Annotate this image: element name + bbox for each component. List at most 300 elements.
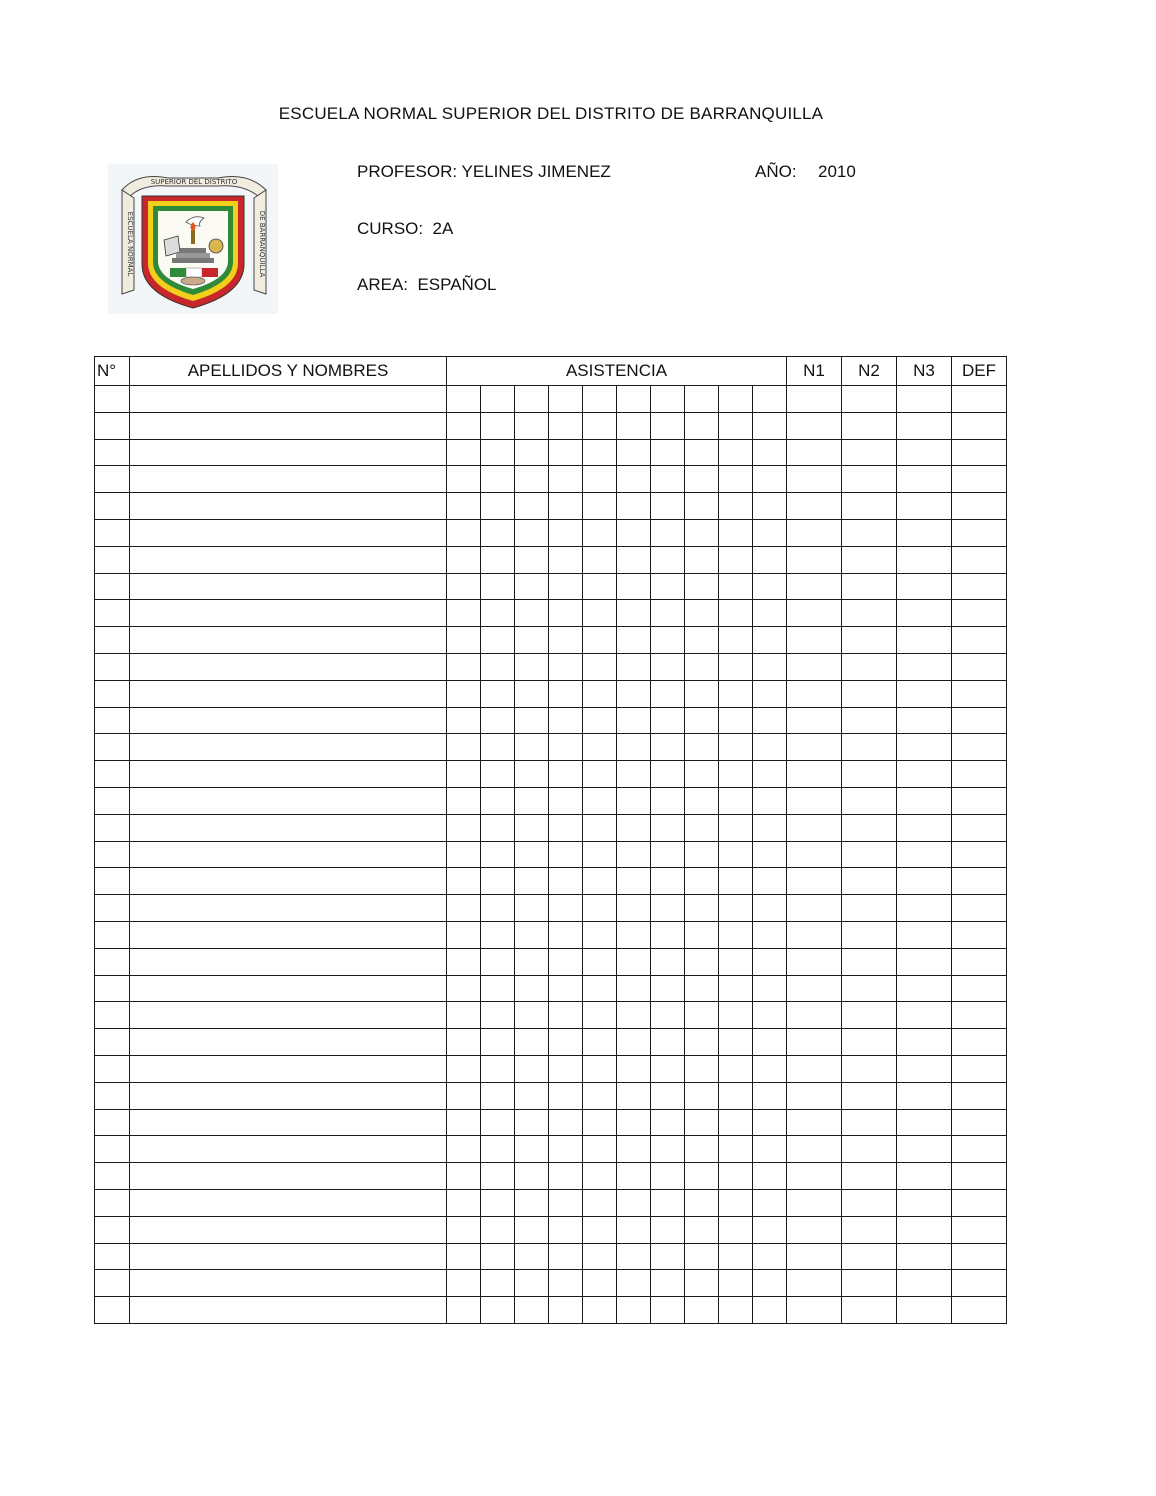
attendance-cell[interactable] <box>617 1082 651 1109</box>
n2-cell[interactable] <box>842 1270 897 1297</box>
number-cell[interactable] <box>95 948 130 975</box>
attendance-cell[interactable] <box>515 546 549 573</box>
attendance-cell[interactable] <box>719 895 753 922</box>
attendance-cell[interactable] <box>447 975 481 1002</box>
attendance-cell[interactable] <box>719 948 753 975</box>
n3-cell[interactable] <box>897 439 952 466</box>
attendance-cell[interactable] <box>515 600 549 627</box>
attendance-cell[interactable] <box>753 707 787 734</box>
attendance-cell[interactable] <box>549 1109 583 1136</box>
attendance-cell[interactable] <box>651 519 685 546</box>
n1-cell[interactable] <box>787 1002 842 1029</box>
attendance-cell[interactable] <box>549 1216 583 1243</box>
attendance-cell[interactable] <box>447 493 481 520</box>
n2-cell[interactable] <box>842 1055 897 1082</box>
attendance-cell[interactable] <box>515 1136 549 1163</box>
attendance-cell[interactable] <box>481 841 515 868</box>
attendance-cell[interactable] <box>651 1029 685 1056</box>
n3-cell[interactable] <box>897 1136 952 1163</box>
attendance-cell[interactable] <box>617 386 651 413</box>
attendance-cell[interactable] <box>753 1216 787 1243</box>
attendance-cell[interactable] <box>719 627 753 654</box>
attendance-cell[interactable] <box>515 680 549 707</box>
attendance-cell[interactable] <box>447 948 481 975</box>
attendance-cell[interactable] <box>753 814 787 841</box>
number-cell[interactable] <box>95 1270 130 1297</box>
final-grade-cell[interactable] <box>952 734 1007 761</box>
attendance-cell[interactable] <box>549 1002 583 1029</box>
attendance-cell[interactable] <box>719 1243 753 1270</box>
attendance-cell[interactable] <box>685 680 719 707</box>
n1-cell[interactable] <box>787 761 842 788</box>
attendance-cell[interactable] <box>719 546 753 573</box>
attendance-cell[interactable] <box>719 1109 753 1136</box>
attendance-cell[interactable] <box>617 814 651 841</box>
final-grade-cell[interactable] <box>952 787 1007 814</box>
n3-cell[interactable] <box>897 921 952 948</box>
attendance-cell[interactable] <box>549 600 583 627</box>
n2-cell[interactable] <box>842 1002 897 1029</box>
attendance-cell[interactable] <box>447 1216 481 1243</box>
attendance-cell[interactable] <box>549 466 583 493</box>
attendance-cell[interactable] <box>583 546 617 573</box>
attendance-cell[interactable] <box>685 600 719 627</box>
n2-cell[interactable] <box>842 814 897 841</box>
attendance-cell[interactable] <box>685 627 719 654</box>
n3-cell[interactable] <box>897 814 952 841</box>
attendance-cell[interactable] <box>719 975 753 1002</box>
number-cell[interactable] <box>95 895 130 922</box>
attendance-cell[interactable] <box>583 948 617 975</box>
name-cell[interactable] <box>130 1029 447 1056</box>
attendance-cell[interactable] <box>651 1136 685 1163</box>
attendance-cell[interactable] <box>583 600 617 627</box>
attendance-cell[interactable] <box>481 519 515 546</box>
attendance-cell[interactable] <box>719 653 753 680</box>
attendance-cell[interactable] <box>583 1082 617 1109</box>
n3-cell[interactable] <box>897 1109 952 1136</box>
attendance-cell[interactable] <box>617 1136 651 1163</box>
final-grade-cell[interactable] <box>952 948 1007 975</box>
n2-cell[interactable] <box>842 895 897 922</box>
n2-cell[interactable] <box>842 1297 897 1324</box>
attendance-cell[interactable] <box>515 439 549 466</box>
n3-cell[interactable] <box>897 868 952 895</box>
name-cell[interactable] <box>130 1109 447 1136</box>
attendance-cell[interactable] <box>651 948 685 975</box>
attendance-cell[interactable] <box>583 1002 617 1029</box>
number-cell[interactable] <box>95 627 130 654</box>
attendance-cell[interactable] <box>753 493 787 520</box>
attendance-cell[interactable] <box>549 546 583 573</box>
number-cell[interactable] <box>95 975 130 1002</box>
attendance-cell[interactable] <box>481 493 515 520</box>
attendance-cell[interactable] <box>685 841 719 868</box>
attendance-cell[interactable] <box>719 386 753 413</box>
number-cell[interactable] <box>95 787 130 814</box>
n1-cell[interactable] <box>787 921 842 948</box>
attendance-cell[interactable] <box>447 412 481 439</box>
n3-cell[interactable] <box>897 948 952 975</box>
attendance-cell[interactable] <box>447 1109 481 1136</box>
attendance-cell[interactable] <box>719 412 753 439</box>
attendance-cell[interactable] <box>617 546 651 573</box>
attendance-cell[interactable] <box>583 814 617 841</box>
attendance-cell[interactable] <box>685 493 719 520</box>
n1-cell[interactable] <box>787 868 842 895</box>
final-grade-cell[interactable] <box>952 600 1007 627</box>
attendance-cell[interactable] <box>651 1055 685 1082</box>
attendance-cell[interactable] <box>549 787 583 814</box>
n2-cell[interactable] <box>842 841 897 868</box>
attendance-cell[interactable] <box>617 948 651 975</box>
attendance-cell[interactable] <box>719 1055 753 1082</box>
number-cell[interactable] <box>95 680 130 707</box>
attendance-cell[interactable] <box>549 868 583 895</box>
attendance-cell[interactable] <box>719 921 753 948</box>
n2-cell[interactable] <box>842 493 897 520</box>
attendance-cell[interactable] <box>617 1109 651 1136</box>
attendance-cell[interactable] <box>651 787 685 814</box>
attendance-cell[interactable] <box>515 948 549 975</box>
attendance-cell[interactable] <box>515 1109 549 1136</box>
attendance-cell[interactable] <box>515 1163 549 1190</box>
n3-cell[interactable] <box>897 1163 952 1190</box>
n2-cell[interactable] <box>842 1189 897 1216</box>
attendance-cell[interactable] <box>583 1216 617 1243</box>
attendance-cell[interactable] <box>685 787 719 814</box>
attendance-cell[interactable] <box>515 1243 549 1270</box>
attendance-cell[interactable] <box>583 1189 617 1216</box>
n3-cell[interactable] <box>897 653 952 680</box>
name-cell[interactable] <box>130 653 447 680</box>
attendance-cell[interactable] <box>481 948 515 975</box>
attendance-cell[interactable] <box>719 734 753 761</box>
final-grade-cell[interactable] <box>952 466 1007 493</box>
name-cell[interactable] <box>130 493 447 520</box>
attendance-cell[interactable] <box>719 1270 753 1297</box>
attendance-cell[interactable] <box>719 493 753 520</box>
attendance-cell[interactable] <box>719 1163 753 1190</box>
final-grade-cell[interactable] <box>952 519 1007 546</box>
attendance-cell[interactable] <box>515 895 549 922</box>
attendance-cell[interactable] <box>583 975 617 1002</box>
name-cell[interactable] <box>130 707 447 734</box>
attendance-cell[interactable] <box>685 921 719 948</box>
attendance-cell[interactable] <box>447 439 481 466</box>
final-grade-cell[interactable] <box>952 975 1007 1002</box>
attendance-cell[interactable] <box>753 386 787 413</box>
n2-cell[interactable] <box>842 1029 897 1056</box>
n3-cell[interactable] <box>897 627 952 654</box>
attendance-cell[interactable] <box>549 1055 583 1082</box>
attendance-cell[interactable] <box>481 761 515 788</box>
attendance-cell[interactable] <box>515 787 549 814</box>
attendance-cell[interactable] <box>651 1109 685 1136</box>
attendance-cell[interactable] <box>481 975 515 1002</box>
attendance-cell[interactable] <box>515 1189 549 1216</box>
n3-cell[interactable] <box>897 386 952 413</box>
number-cell[interactable] <box>95 921 130 948</box>
attendance-cell[interactable] <box>719 439 753 466</box>
attendance-cell[interactable] <box>651 814 685 841</box>
attendance-cell[interactable] <box>651 627 685 654</box>
attendance-cell[interactable] <box>447 1002 481 1029</box>
attendance-cell[interactable] <box>549 1270 583 1297</box>
attendance-cell[interactable] <box>447 386 481 413</box>
attendance-cell[interactable] <box>583 1297 617 1324</box>
n1-cell[interactable] <box>787 1136 842 1163</box>
attendance-cell[interactable] <box>719 1189 753 1216</box>
attendance-cell[interactable] <box>583 1163 617 1190</box>
attendance-cell[interactable] <box>481 1002 515 1029</box>
attendance-cell[interactable] <box>481 1189 515 1216</box>
final-grade-cell[interactable] <box>952 761 1007 788</box>
n2-cell[interactable] <box>842 1216 897 1243</box>
attendance-cell[interactable] <box>617 1029 651 1056</box>
final-grade-cell[interactable] <box>952 1243 1007 1270</box>
name-cell[interactable] <box>130 1055 447 1082</box>
n3-cell[interactable] <box>897 680 952 707</box>
number-cell[interactable] <box>95 1243 130 1270</box>
attendance-cell[interactable] <box>651 1082 685 1109</box>
attendance-cell[interactable] <box>583 680 617 707</box>
attendance-cell[interactable] <box>617 734 651 761</box>
attendance-cell[interactable] <box>515 975 549 1002</box>
attendance-cell[interactable] <box>447 680 481 707</box>
attendance-cell[interactable] <box>685 1189 719 1216</box>
n1-cell[interactable] <box>787 412 842 439</box>
attendance-cell[interactable] <box>685 1055 719 1082</box>
name-cell[interactable] <box>130 1216 447 1243</box>
attendance-cell[interactable] <box>753 439 787 466</box>
attendance-cell[interactable] <box>651 1189 685 1216</box>
attendance-cell[interactable] <box>583 868 617 895</box>
name-cell[interactable] <box>130 1270 447 1297</box>
n1-cell[interactable] <box>787 1109 842 1136</box>
number-cell[interactable] <box>95 386 130 413</box>
n3-cell[interactable] <box>897 600 952 627</box>
attendance-cell[interactable] <box>549 1243 583 1270</box>
attendance-cell[interactable] <box>447 1189 481 1216</box>
attendance-cell[interactable] <box>651 1270 685 1297</box>
attendance-cell[interactable] <box>481 868 515 895</box>
final-grade-cell[interactable] <box>952 439 1007 466</box>
final-grade-cell[interactable] <box>952 1163 1007 1190</box>
n1-cell[interactable] <box>787 1243 842 1270</box>
attendance-cell[interactable] <box>583 466 617 493</box>
final-grade-cell[interactable] <box>952 1055 1007 1082</box>
name-cell[interactable] <box>130 841 447 868</box>
attendance-cell[interactable] <box>651 841 685 868</box>
attendance-cell[interactable] <box>719 1136 753 1163</box>
attendance-cell[interactable] <box>753 841 787 868</box>
n1-cell[interactable] <box>787 493 842 520</box>
attendance-cell[interactable] <box>753 734 787 761</box>
n1-cell[interactable] <box>787 573 842 600</box>
attendance-cell[interactable] <box>651 1163 685 1190</box>
n2-cell[interactable] <box>842 975 897 1002</box>
attendance-cell[interactable] <box>651 1216 685 1243</box>
attendance-cell[interactable] <box>549 439 583 466</box>
attendance-cell[interactable] <box>447 1136 481 1163</box>
attendance-cell[interactable] <box>651 1297 685 1324</box>
attendance-cell[interactable] <box>685 761 719 788</box>
attendance-cell[interactable] <box>583 1029 617 1056</box>
n2-cell[interactable] <box>842 761 897 788</box>
attendance-cell[interactable] <box>719 761 753 788</box>
attendance-cell[interactable] <box>481 386 515 413</box>
attendance-cell[interactable] <box>685 1216 719 1243</box>
attendance-cell[interactable] <box>515 1055 549 1082</box>
attendance-cell[interactable] <box>617 466 651 493</box>
attendance-cell[interactable] <box>685 1270 719 1297</box>
n2-cell[interactable] <box>842 921 897 948</box>
attendance-cell[interactable] <box>753 653 787 680</box>
attendance-cell[interactable] <box>447 1055 481 1082</box>
n3-cell[interactable] <box>897 734 952 761</box>
attendance-cell[interactable] <box>549 921 583 948</box>
attendance-cell[interactable] <box>481 653 515 680</box>
n1-cell[interactable] <box>787 439 842 466</box>
n1-cell[interactable] <box>787 948 842 975</box>
attendance-cell[interactable] <box>481 1216 515 1243</box>
final-grade-cell[interactable] <box>952 1216 1007 1243</box>
attendance-cell[interactable] <box>549 627 583 654</box>
attendance-cell[interactable] <box>651 868 685 895</box>
attendance-cell[interactable] <box>719 1002 753 1029</box>
number-cell[interactable] <box>95 868 130 895</box>
attendance-cell[interactable] <box>583 761 617 788</box>
attendance-cell[interactable] <box>515 627 549 654</box>
name-cell[interactable] <box>130 921 447 948</box>
attendance-cell[interactable] <box>515 386 549 413</box>
attendance-cell[interactable] <box>515 412 549 439</box>
attendance-cell[interactable] <box>515 1297 549 1324</box>
attendance-cell[interactable] <box>481 814 515 841</box>
attendance-cell[interactable] <box>753 1082 787 1109</box>
n1-cell[interactable] <box>787 1055 842 1082</box>
number-cell[interactable] <box>95 493 130 520</box>
attendance-cell[interactable] <box>549 841 583 868</box>
attendance-cell[interactable] <box>651 412 685 439</box>
n2-cell[interactable] <box>842 948 897 975</box>
attendance-cell[interactable] <box>481 546 515 573</box>
final-grade-cell[interactable] <box>952 841 1007 868</box>
attendance-cell[interactable] <box>753 546 787 573</box>
name-cell[interactable] <box>130 734 447 761</box>
attendance-cell[interactable] <box>753 600 787 627</box>
number-cell[interactable] <box>95 1189 130 1216</box>
attendance-cell[interactable] <box>651 466 685 493</box>
attendance-cell[interactable] <box>753 1029 787 1056</box>
n3-cell[interactable] <box>897 519 952 546</box>
attendance-cell[interactable] <box>583 627 617 654</box>
n1-cell[interactable] <box>787 895 842 922</box>
attendance-cell[interactable] <box>481 1297 515 1324</box>
attendance-cell[interactable] <box>549 412 583 439</box>
attendance-cell[interactable] <box>481 787 515 814</box>
attendance-cell[interactable] <box>481 1136 515 1163</box>
n3-cell[interactable] <box>897 466 952 493</box>
attendance-cell[interactable] <box>685 466 719 493</box>
name-cell[interactable] <box>130 1082 447 1109</box>
attendance-cell[interactable] <box>583 412 617 439</box>
n3-cell[interactable] <box>897 1216 952 1243</box>
attendance-cell[interactable] <box>549 1029 583 1056</box>
final-grade-cell[interactable] <box>952 546 1007 573</box>
attendance-cell[interactable] <box>753 948 787 975</box>
attendance-cell[interactable] <box>685 1163 719 1190</box>
attendance-cell[interactable] <box>447 519 481 546</box>
attendance-cell[interactable] <box>651 573 685 600</box>
number-cell[interactable] <box>95 1109 130 1136</box>
n2-cell[interactable] <box>842 787 897 814</box>
attendance-cell[interactable] <box>753 1109 787 1136</box>
n2-cell[interactable] <box>842 707 897 734</box>
attendance-cell[interactable] <box>651 975 685 1002</box>
n3-cell[interactable] <box>897 1189 952 1216</box>
name-cell[interactable] <box>130 386 447 413</box>
attendance-cell[interactable] <box>447 546 481 573</box>
n2-cell[interactable] <box>842 1163 897 1190</box>
attendance-cell[interactable] <box>651 386 685 413</box>
attendance-cell[interactable] <box>651 653 685 680</box>
attendance-cell[interactable] <box>583 1055 617 1082</box>
n1-cell[interactable] <box>787 814 842 841</box>
n1-cell[interactable] <box>787 1270 842 1297</box>
attendance-cell[interactable] <box>719 600 753 627</box>
attendance-cell[interactable] <box>515 573 549 600</box>
attendance-cell[interactable] <box>685 386 719 413</box>
attendance-cell[interactable] <box>481 627 515 654</box>
attendance-cell[interactable] <box>549 814 583 841</box>
attendance-cell[interactable] <box>685 546 719 573</box>
number-cell[interactable] <box>95 1082 130 1109</box>
n1-cell[interactable] <box>787 653 842 680</box>
attendance-cell[interactable] <box>753 1270 787 1297</box>
attendance-cell[interactable] <box>617 1297 651 1324</box>
attendance-cell[interactable] <box>753 1002 787 1029</box>
final-grade-cell[interactable] <box>952 1109 1007 1136</box>
n2-cell[interactable] <box>842 600 897 627</box>
attendance-cell[interactable] <box>447 600 481 627</box>
attendance-cell[interactable] <box>515 868 549 895</box>
attendance-cell[interactable] <box>447 466 481 493</box>
attendance-cell[interactable] <box>685 1109 719 1136</box>
final-grade-cell[interactable] <box>952 1136 1007 1163</box>
n3-cell[interactable] <box>897 761 952 788</box>
attendance-cell[interactable] <box>481 1163 515 1190</box>
n1-cell[interactable] <box>787 1082 842 1109</box>
name-cell[interactable] <box>130 948 447 975</box>
attendance-cell[interactable] <box>481 895 515 922</box>
attendance-cell[interactable] <box>447 627 481 654</box>
attendance-cell[interactable] <box>719 1297 753 1324</box>
n3-cell[interactable] <box>897 1270 952 1297</box>
attendance-cell[interactable] <box>685 1082 719 1109</box>
attendance-cell[interactable] <box>719 841 753 868</box>
n3-cell[interactable] <box>897 707 952 734</box>
attendance-cell[interactable] <box>515 921 549 948</box>
attendance-cell[interactable] <box>481 600 515 627</box>
name-cell[interactable] <box>130 600 447 627</box>
final-grade-cell[interactable] <box>952 814 1007 841</box>
attendance-cell[interactable] <box>753 921 787 948</box>
attendance-cell[interactable] <box>753 895 787 922</box>
attendance-cell[interactable] <box>651 921 685 948</box>
number-cell[interactable] <box>95 707 130 734</box>
